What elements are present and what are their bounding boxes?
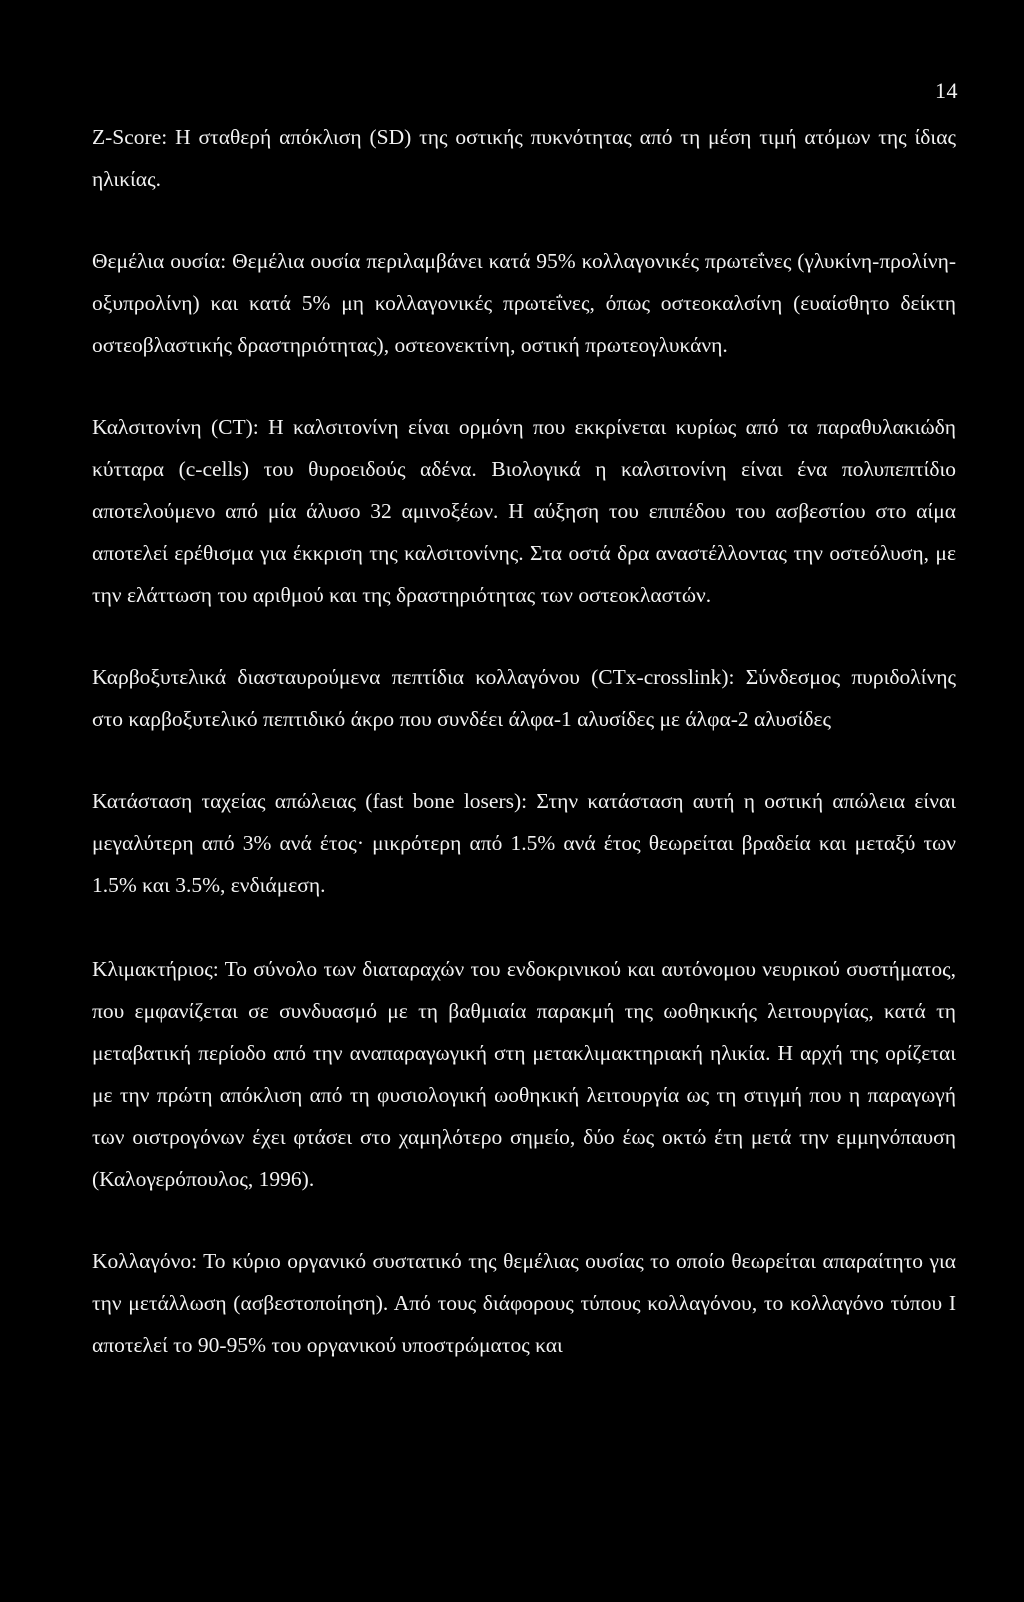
paragraph-fast-bone-losers: Κατάσταση ταχείας απώλειας (fast bone losers): Στην κατάσταση αυτή η οστική απώλεια είναι μεγαλύτερη από 3% ανά έτος· μικρότερη από 1.5% ανά έτος θεωρείται βραδεία και μεταξύ των 1.5% και 3.5%, ενδιάμεση.	[92, 789, 956, 897]
paragraph-calcitonin: Καλσιτονίνη (CT): Η καλσιτονίνη είναι ορμόνη που εκκρίνεται κυρίως από τα παραθυλακιώδη κύτταρα (c-cells) του θυροειδούς αδένα. Βιολογικά η καλσιτονίνη είναι ένα πολυπεπτίδιο αποτελούμενο από μία άλυσο 32 αμινοξέων. Η αύξηση του επιπέδου του ασβεστίου στο αίμα αποτελεί ερέθισμα για έκκριση της καλσιτονίνης. Στα οστά δρα αναστέλλοντας την οστεόλυση, με την ελάττωση του αριθμού και της δραστηριότητας των οστεοκλαστών.	[92, 415, 956, 607]
paragraph-ground-substance: Θεμέλια ουσία: Θεμέλια ουσία περιλαμβάνει κατά 95% κολλαγονικές πρωτεΐνες (γλυκίνη-προλίνη-οξυπρολίνη) και κατά 5% μη κολλαγονικές πρωτεΐνες, όπως οστεοκαλσίνη (ευαίσθητο δείκτη οστεοβλαστικής δραστηριότητας), οστεονεκτίνη, οστική πρωτεογλυκάνη.	[92, 249, 956, 357]
paragraph-collagen: Κολλαγόνο: Το κύριο οργανικό συστατικό της θεμέλιας ουσίας το οποίο θεωρείται απαραίτητο για την μετάλλωση (ασβεστοποίηση). Από τους διάφορους τύπους κολλαγόνου, το κολλαγόνο τύπου Ι αποτελεί το 90-95% του οργανικού υποστρώματος και	[92, 1249, 956, 1357]
paragraph-z-score: Z-Score: Η σταθερή απόκλιση (SD) της οστικής πυκνότητας από τη μέση τιμή ατόμων της ίδιας ηλικίας.	[92, 125, 956, 191]
paragraph-climacteric: Κλιμακτήριος: Το σύνολο των διαταραχών του ενδοκρινικού και αυτόνομου νευρικού συστήματος, που εμφανίζεται σε συνδυασμό με τη βαθμιαία παρακμή της ωοθηκικής λειτουργίας, κατά τη μεταβατική περίοδο από την αναπαραγωγική στη μετακλιμακτηριακή ηλικία. Η αρχή της ορίζεται με την πρώτη απόκλιση από τη φυσιολογική ωοθηκική λειτουργία ως τη στιγμή που η παραγωγή των οιστρογόνων έχει φτάσει στο χαμηλότερο σημείο, δύο έως οκτώ έτη μετά την εμμηνόπαυση (Καλογερόπουλος, 1996).	[92, 957, 956, 1191]
page-number: 14	[935, 78, 958, 103]
document-body	[92, 116, 956, 1406]
paragraph-ctx-crosslink: Καρβοξυτελικά διασταυρούμενα πεπτίδια κολλαγόνου (CTx-crosslink): Σύνδεσμος πυριδολίνης στο καρβοξυτελικό πεπτιδικό άκρο που συνδέει άλφα-1 αλυσίδες με άλφα-2 αλυσίδες	[92, 665, 956, 731]
